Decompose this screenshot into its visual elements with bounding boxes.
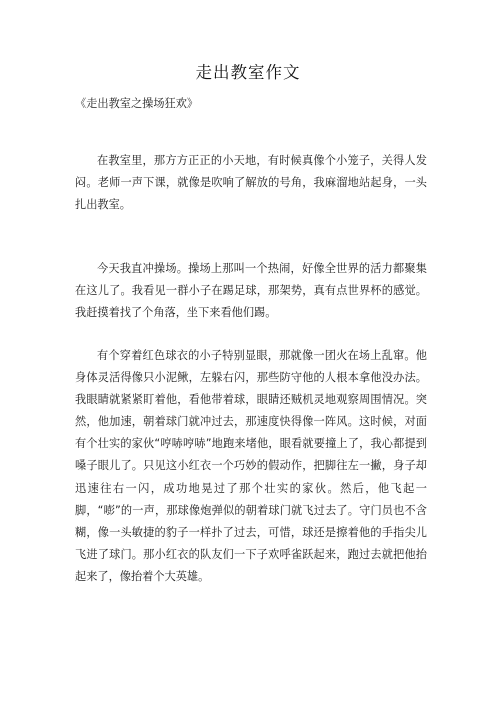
document-title: 走出教室作文 (195, 63, 301, 82)
document-subtitle: 《走出教室之操场狂欢》 (75, 97, 199, 110)
paragraph-2: 今天我直冲操场。操场上那叫一个热闹，好像全世界的活力都聚集在这儿了。我看见一群小子在踢足球，那架势，真有点世界杯的感觉。我赶摸着找了个角落，坐下来看他们踢。 (75, 262, 427, 320)
paragraph-3: 有个穿着红色球衣的小子特别显眼，那就像一团火在场上乱窜。他身体灵活得像只小泥鳅，左躲右闪，那些防守他的人根本拿他没办法。我眼睛就紧紧盯着他，看他带着球，眼睛还贼机灵地观察周围情况。突然，他加速，朝着球门就冲过去，那速度快得像一阵风。这时候，对面有个壮实的家伙“哼哧哼哧”地跑来堵他，眼看就要撞上了，我心都提到嗓子眼儿了。只见这小红衣一个巧妙的假动作，把脚往左一撇，身子却迅速往右一闪，成功地晃过了那个壮实的家伙。然后，他飞起一脚，“嘭”的一声，那球像炮弹似的朝着球门就飞过去了。守门员也不含糊，像一头敏捷的豹子一样扑了过去，可惜，球还是擦着他的手指尖儿飞进了球门。那小红衣的队友们一下子欢呼雀跃起来，跑过去就把他抬起来了，像抬着个大英雄。 (75, 349, 427, 583)
paragraph-1: 在教室里，那方方正正的小天地，有时候真像个小笼子，关得人发闷。老师一声下课，就像是吹响了解放的号角，我麻溜地站起身，一头扎出教室。 (75, 154, 427, 212)
